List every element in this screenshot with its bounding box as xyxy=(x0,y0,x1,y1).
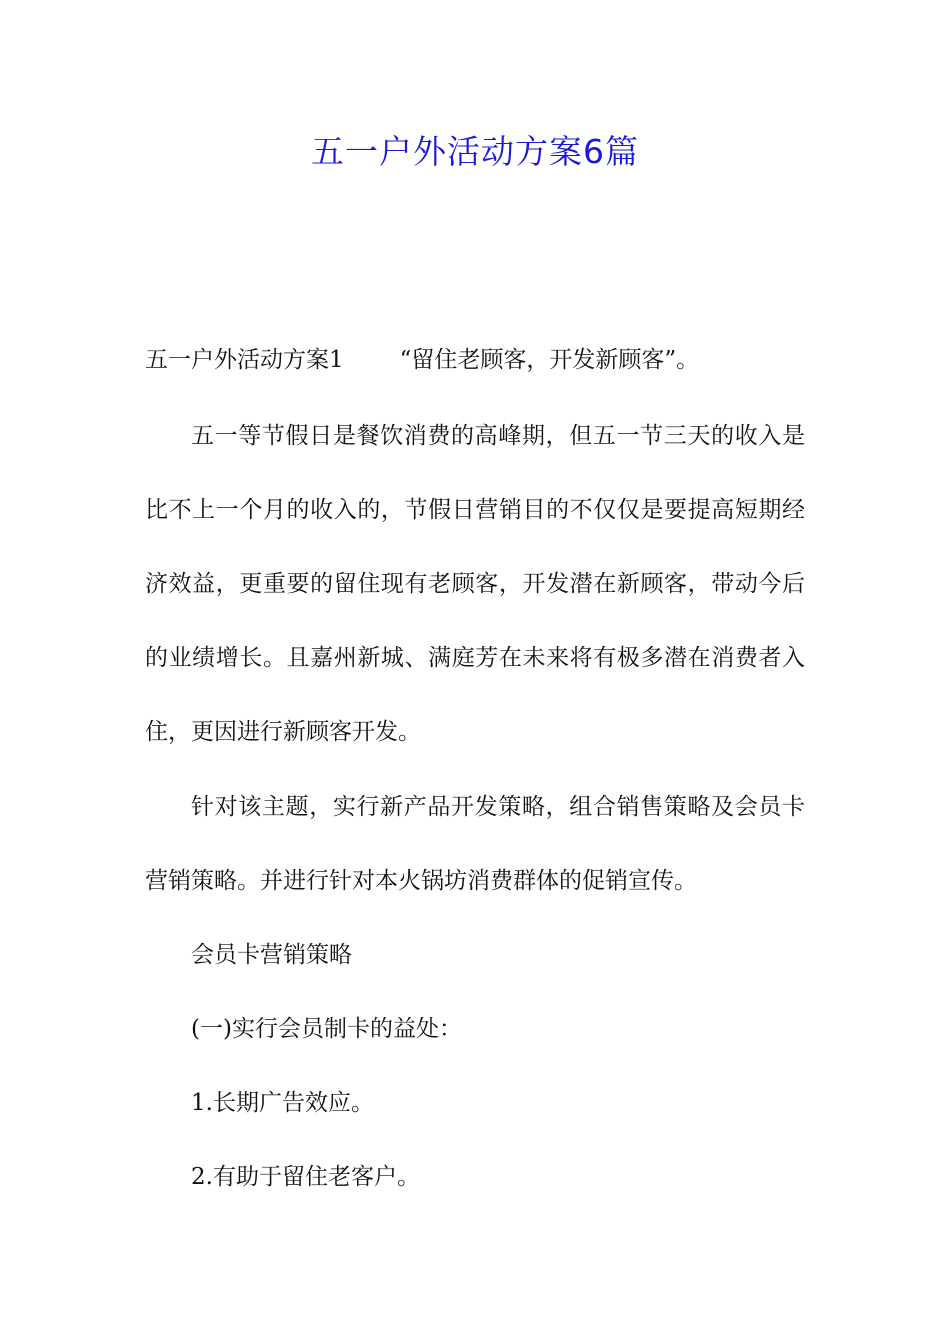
subheading-membership-card: 会员卡营销策略 xyxy=(191,942,352,968)
list-item: 1.长期广告效应。 xyxy=(191,1090,374,1116)
section-heading-line xyxy=(145,323,805,397)
paragraph-1: 五一等节假日是餐饮消费的高峰期，但五一节三天的收入是比不上一个月的收入的，节假日营销目的不仅仅是要提高短期经济效益，更重要的留住现有老顾客，开发潜在新顾客，带动今后的业绩增长。且嘉州新城、满庭芳在未来将有极多潜在消费者入住，更因进行新顾客开发。 xyxy=(145,423,805,745)
paragraph-2: 针对该主题，实行新产品开发策略，组合销售策略及会员卡营销策略。并进行针对本火锅坊消费群体的促销宣传。 xyxy=(145,794,805,894)
section-heading: 五一户外活动方案1 xyxy=(145,347,344,373)
list-item: 2.有助于留住老客户。 xyxy=(191,1164,420,1190)
point-heading: (一)实行会员制卡的益处： xyxy=(191,1016,462,1042)
document-title: 五一户外活动方案6篇 xyxy=(311,132,639,171)
section-slogan: “留住老顾客，开发新顾客”。 xyxy=(399,347,700,373)
